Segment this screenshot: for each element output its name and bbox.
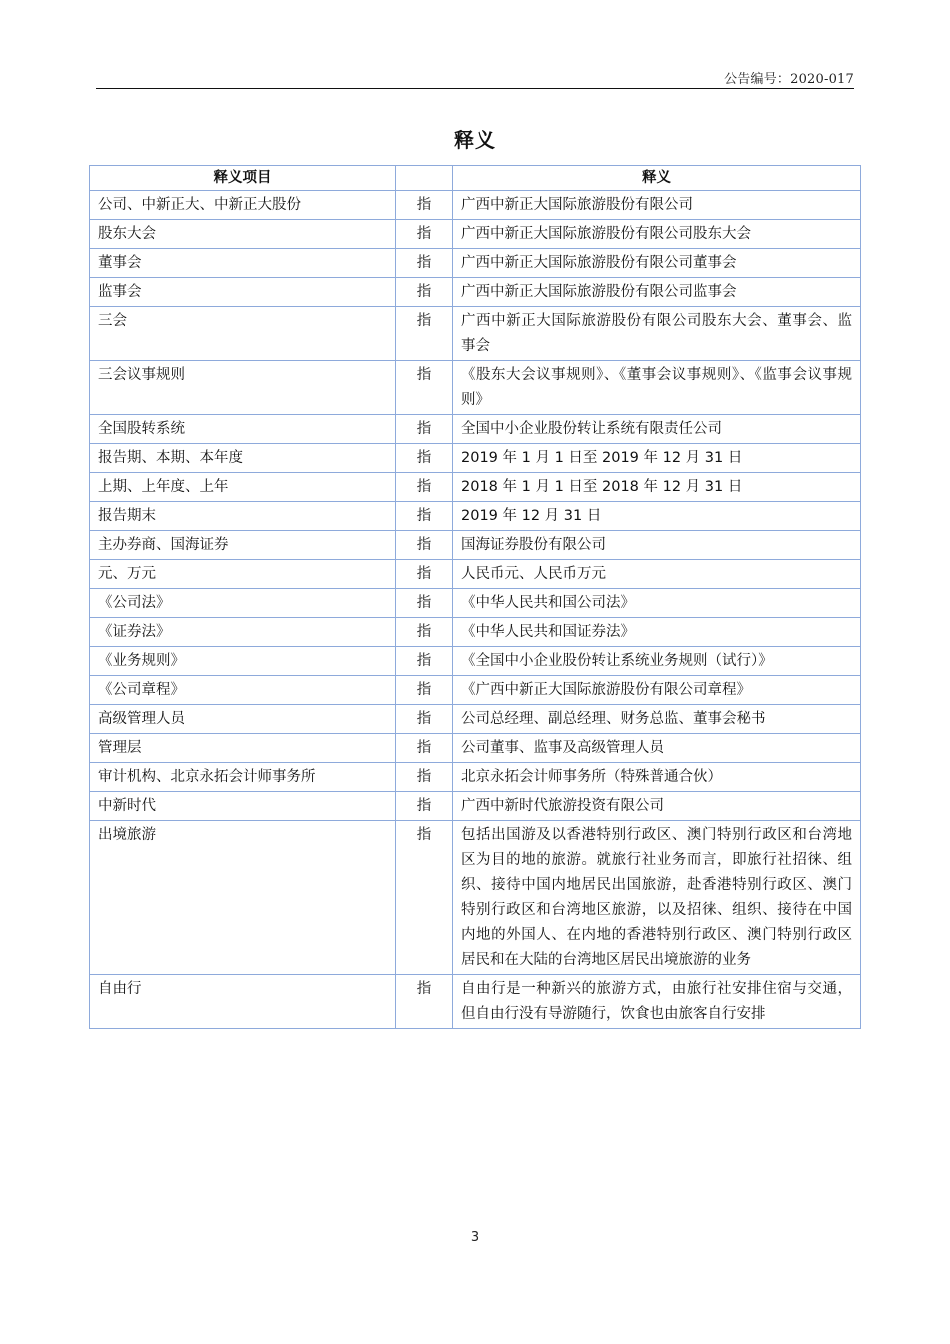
- definition-cell: 《广西中新正大国际旅游股份有限公司章程》: [453, 676, 861, 705]
- definition-cell: 广西中新正大国际旅游股份有限公司股东大会: [453, 220, 861, 249]
- table-row: [90, 676, 861, 705]
- table-row: [90, 473, 861, 502]
- table-row: [90, 444, 861, 473]
- definition-cell: 北京永拓会计师事务所（特殊普通合伙）: [453, 763, 861, 792]
- table-row: [90, 278, 861, 307]
- definitions-table: [89, 165, 861, 1029]
- term-cell: 全国股转系统: [90, 415, 396, 444]
- term-cell: 审计机构、北京永拓会计师事务所: [90, 763, 396, 792]
- ref-cell: 指: [396, 647, 453, 676]
- definition-cell: 《股东大会议事规则》、《董事会议事规则》、《监事会议事规则》: [453, 361, 861, 415]
- ref-cell: 指: [396, 473, 453, 502]
- definition-cell: 自由行是一种新兴的旅游方式，由旅行社安排住宿与交通，但自由行没有导游随行，饮食也由旅客自行安排: [453, 975, 861, 1029]
- ref-cell: 指: [396, 531, 453, 560]
- table-row: [90, 249, 861, 278]
- definition-cell: 公司总经理、副总经理、财务总监、董事会秘书: [453, 705, 861, 734]
- ref-cell: 指: [396, 792, 453, 821]
- ref-cell: 指: [396, 278, 453, 307]
- ref-cell: 指: [396, 249, 453, 278]
- term-cell: 董事会: [90, 249, 396, 278]
- definition-cell: 2018 年 1 月 1 日至 2018 年 12 月 31 日: [453, 473, 861, 502]
- term-cell: 出境旅游: [90, 821, 396, 975]
- header-term: 释义项目: [90, 166, 396, 191]
- table-row: [90, 502, 861, 531]
- term-cell: 报告期、本期、本年度: [90, 444, 396, 473]
- ref-cell: 指: [396, 676, 453, 705]
- table-row: [90, 589, 861, 618]
- ref-cell: 指: [396, 361, 453, 415]
- table-row: [90, 220, 861, 249]
- term-cell: 公司、中新正大、中新正大股份: [90, 191, 396, 220]
- term-cell: 高级管理人员: [90, 705, 396, 734]
- definition-cell: 广西中新正大国际旅游股份有限公司股东大会、董事会、监事会: [453, 307, 861, 361]
- term-cell: 报告期末: [90, 502, 396, 531]
- table-row: [90, 792, 861, 821]
- ref-cell: 指: [396, 734, 453, 763]
- table-row: [90, 821, 861, 975]
- term-cell: 自由行: [90, 975, 396, 1029]
- term-cell: 中新时代: [90, 792, 396, 821]
- ref-cell: 指: [396, 821, 453, 975]
- definition-cell: 《中华人民共和国证券法》: [453, 618, 861, 647]
- term-cell: 《公司法》: [90, 589, 396, 618]
- definition-cell: 人民币元、人民币万元: [453, 560, 861, 589]
- table-row: [90, 705, 861, 734]
- definition-cell: 国海证券股份有限公司: [453, 531, 861, 560]
- table-row: [90, 618, 861, 647]
- ref-cell: 指: [396, 763, 453, 792]
- header-definition: 释义: [453, 166, 861, 191]
- term-cell: 管理层: [90, 734, 396, 763]
- ref-cell: 指: [396, 502, 453, 531]
- ref-cell: 指: [396, 307, 453, 361]
- term-cell: 三会议事规则: [90, 361, 396, 415]
- definition-cell: 公司董事、监事及高级管理人员: [453, 734, 861, 763]
- table-row: [90, 415, 861, 444]
- announcement-number: 公告编号：2020-017: [724, 72, 854, 87]
- term-cell: 股东大会: [90, 220, 396, 249]
- table-row: [90, 531, 861, 560]
- table-body: [90, 191, 861, 1029]
- definition-cell: 全国中小企业股份转让系统有限责任公司: [453, 415, 861, 444]
- definition-cell: 2019 年 12 月 31 日: [453, 502, 861, 531]
- page-number: 3: [470, 1230, 480, 1245]
- table-row: [90, 560, 861, 589]
- table-row: [90, 307, 861, 361]
- term-cell: 《业务规则》: [90, 647, 396, 676]
- table-row: [90, 734, 861, 763]
- page-title: 释义: [454, 128, 496, 152]
- ref-cell: 指: [396, 220, 453, 249]
- ref-cell: 指: [396, 589, 453, 618]
- table-row: [90, 191, 861, 220]
- definition-cell: 《中华人民共和国公司法》: [453, 589, 861, 618]
- definition-cell: 《全国中小企业股份转让系统业务规则（试行）》: [453, 647, 861, 676]
- ref-cell: 指: [396, 191, 453, 220]
- table-row: [90, 975, 861, 1029]
- definition-cell: 广西中新正大国际旅游股份有限公司监事会: [453, 278, 861, 307]
- term-cell: 上期、上年度、上年: [90, 473, 396, 502]
- term-cell: 《证券法》: [90, 618, 396, 647]
- term-cell: 《公司章程》: [90, 676, 396, 705]
- definition-cell: 2019 年 1 月 1 日至 2019 年 12 月 31 日: [453, 444, 861, 473]
- definition-cell: 广西中新正大国际旅游股份有限公司董事会: [453, 249, 861, 278]
- ref-cell: 指: [396, 975, 453, 1029]
- term-cell: 主办券商、国海证券: [90, 531, 396, 560]
- ref-cell: 指: [396, 705, 453, 734]
- definition-cell: 广西中新正大国际旅游股份有限公司: [453, 191, 861, 220]
- ref-cell: 指: [396, 618, 453, 647]
- table-row: [90, 647, 861, 676]
- term-cell: 元、万元: [90, 560, 396, 589]
- header-divider: [96, 88, 854, 89]
- ref-cell: 指: [396, 415, 453, 444]
- definition-cell: 包括出国游及以香港特别行政区、澳门特别行政区和台湾地区为目的地的旅游。就旅行社业务而言，即旅行社招徕、组织、接待中国内地居民出国旅游，赴香港特别行政区、澳门特别行政区和台湾地区旅游，以及招徕、组织、接待在中国内地的外国人、在内地的香港特别行政区、澳门特别行政区居民和在大陆的台湾地区居民出境旅游的业务: [453, 821, 861, 975]
- term-cell: 监事会: [90, 278, 396, 307]
- header-ref: [396, 166, 453, 191]
- term-cell: 三会: [90, 307, 396, 361]
- ref-cell: 指: [396, 444, 453, 473]
- table-row: [90, 361, 861, 415]
- table-header-row: [90, 166, 861, 191]
- ref-cell: 指: [396, 560, 453, 589]
- definition-cell: 广西中新时代旅游投资有限公司: [453, 792, 861, 821]
- table-row: [90, 763, 861, 792]
